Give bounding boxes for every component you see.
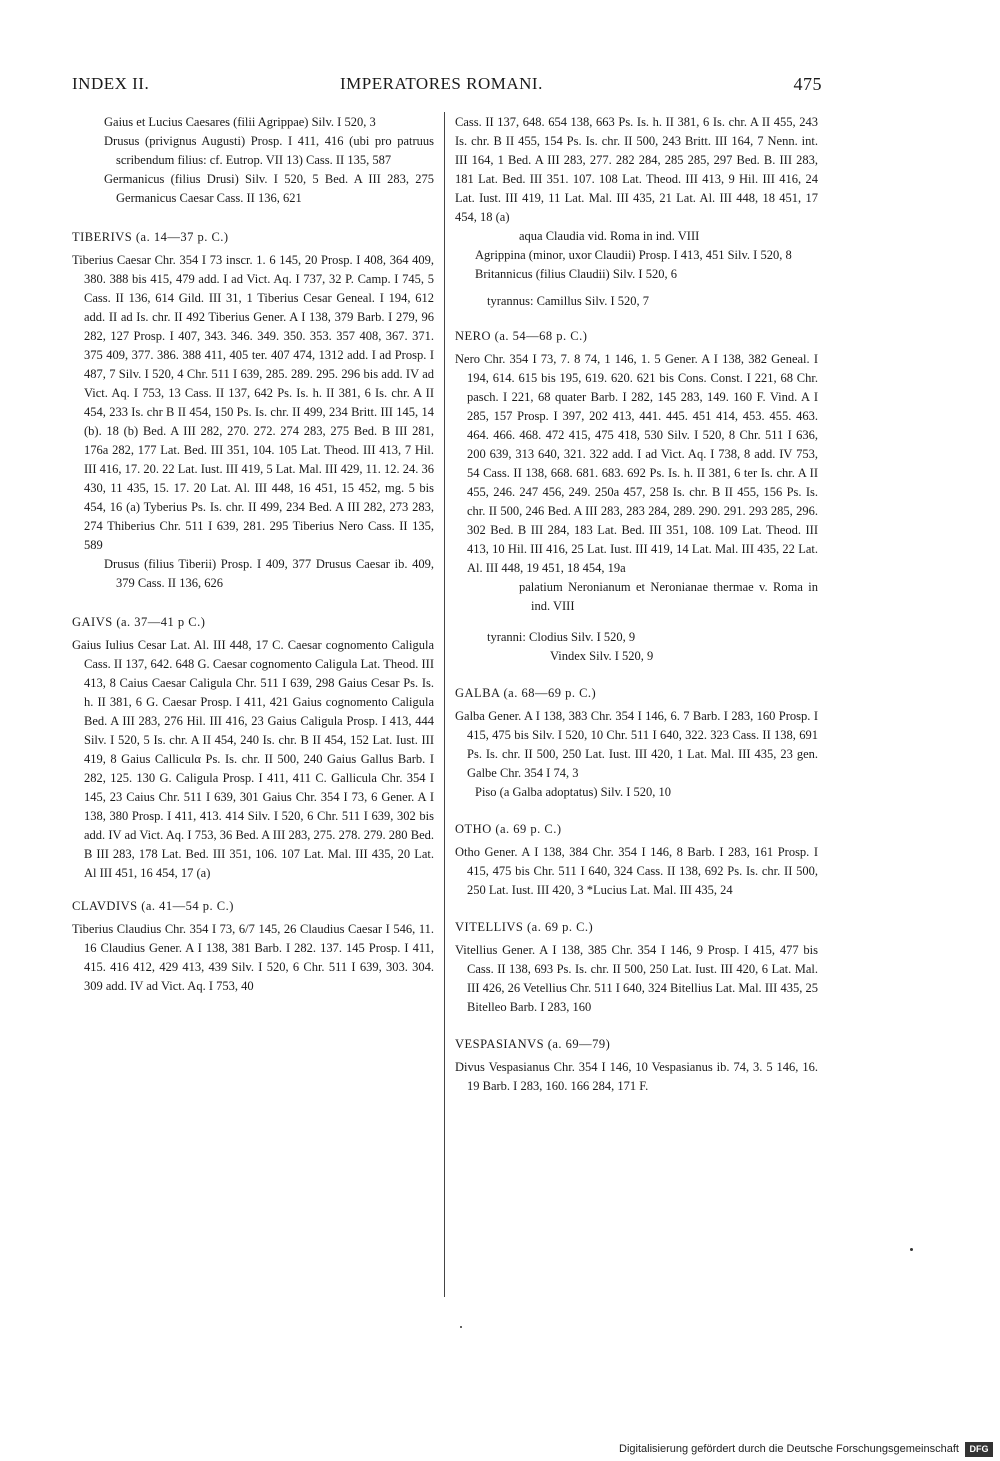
heading-claudius: CLAVDIVS (a. 41—54 p. C.) — [72, 899, 234, 913]
page-header — [72, 74, 822, 98]
right-column — [455, 113, 818, 1096]
entry-drusus-tiberii: Drusus (filius Tiberii) Prosp. I 409, 377 Drusus Caesar ib. 409, 379 Cass. II 136, 626 — [104, 557, 434, 590]
entry-gaius-lucius: Gaius et Lucius Caesares (filii Agrippae) Silv. I 520, 3 — [104, 115, 376, 129]
entry-tiberius: Tiberius Caesar Chr. 354 I 73 inscr. 1. 6 145, 20 Prosp. I 408, 364 409, 380. 388 bis 415, 479 add. I ad Vict. Aq. I 737, 32 P. Camp. I 745, 5 Cass. II 136, 614 Gild. III 31, 1 Tiberius Cesar Geneal. I 194, 612 add. II ad Is. chr. II 492 Tiberius Gener. A I 138, 379 Barb. I 279, 96 282, 127 Prosp. I 407, 343. 346. 349. 350. 353. 357 408, 367. 371. 375 409, 377. 386. 388 411, 405 ter. 407 474, 1312 add. I ad Prosp. I 487, 7 Silv. I 520, 4 Chr. 511 I 639, 285. 289. 295. 296 bis add. IV ad Vict. Aq. I 753, 13 Cass. II 137, 642 Ps. Is. h. II 381, 6 Is. chr. A II 454, 233 Is. chr B II 454, 150 Ps. Is. chr. II 499, 234 Britt. III 145, 14 (b). 18 (b) Bed. A III 282, 270. 272. 274 283, 275 Bed. B III 281, 176a 282, 177 Lat. Bed. III 351, 104. 105 Lat. Theod. III 413, 7 Hil. III 416, 17. 20. 22 Lat. Iust. III 419, 5 Lat. Mal. III 429, 11. 12. 24. 36 430, 11 435, 15. 17. 20 Lat. Al. III 448, 16 451, 15 452, mg. 5 bis 454, 16 (a) Tyberius Ps. Is. chr. II 499, 234 Bed. A III 282, 273 283, 274 Thiberius Chr. 511 I 639, 281. 295 Tiberius Nero Cass. II 135, 589 — [72, 253, 434, 552]
scan-speck — [460, 1326, 462, 1328]
column-divider — [444, 112, 445, 1297]
heading-tiberius: TIBERIVS (a. 14—37 p. C.) — [72, 230, 229, 244]
note-aqua-claudia: aqua Claudia vid. Roma in ind. VIII — [519, 229, 700, 243]
entry-vespasianus: Divus Vespasianus Chr. 354 I 146, 10 Vespasianus ib. 74, 3. 5 146, 16. 19 Barb. I 283, 160. 166 284, 171 F. — [455, 1060, 818, 1093]
heading-vitellius: VITELLIVS (a. 69 p. C.) — [455, 920, 594, 934]
index-label: INDEX II. — [72, 74, 150, 93]
tyranni-vindex: Vindex Silv. I 520, 9 — [550, 649, 654, 663]
section-title: IMPERATORES ROMANI. — [340, 74, 543, 93]
entry-drusus-privignus: Drusus (privignus Augusti) Prosp. I 411, 416 (ubi pro patruus scribendum filius: cf. Eutrop. VII 13) Cass. II 135, 587 — [104, 134, 434, 167]
digitization-footer — [619, 1442, 994, 1458]
entry-galba: Galba Gener. A I 138, 383 Chr. 354 I 146, 6. 7 Barb. I 283, 160 Prosp. I 415, 475 bis Silv. I 520, 10 Chr. 511 I 640, 322. 323 Cass. II 138, 691 Ps. Is. chr. II 500, 250 Lat. Iust. III 420, 1 Lat. Mal. III 435, 23 gen. Galbe Chr. 354 I 74, 3 — [455, 709, 818, 780]
entry-gaius: Gaius Iulius Cesar Lat. Al. III 448, 17 C. Caesar cognomento Caligula Cass. II 137, 642. 648 G. Caesar cognomento Caligula Lat. Theod. III 413, 8 Caius Caesar Caligula Chr. 511 I 639, 298 Gaius Cesar Ps. Is. h. II 381, 6 G. Caesar Prosp. I 411, 421 Gaius cognomento Caligula Bed. A III 283, 276 Hil. III 416, 23 Gaius Caligula Prosp. I 413, 444 Silv. I 520, 5 Is. chr. A II 454, 240 Is. chr. B II 454, 152 Lat. Iust. III 419, 8 Gaius Calliculα Ps. Is. chr. II 500, 240 Gaius Gallus Barb. I 282, 125. 130 G. Caligula Prosp. I 411, 411 C. Gallicula Chr. 354 I 145, 23 Caius Chr. 511 I 639, 301 Gaius Chr. 354 I 73, 6 Gener. A I 138, 380 Prosp. I 411, 413. 414 Silv. I 520, 6 Chr. 511 I 639, 302 bis add. IV ad Vict. Aq. I 753, 36 Bed. A III 283, 275. 278. 279. 280 Bed. B III 283, 178 Lat. Bed. III 351, 106. 107 Lat. Mal. III 435, 20 Lat. Al III 451, 16 454, 17 (a) — [72, 638, 434, 880]
footer-credit: Digitalisierung gefördert durch die Deutsche Forschungsgemeinschaft — [619, 1443, 959, 1455]
entry-germanicus: Germanicus (filius Drusi) Silv. I 520, 5 Bed. A III 283, 275 Germanicus Caesar Cass. II 136, 621 — [104, 172, 434, 205]
left-column — [72, 113, 434, 996]
heading-galba: GALBA (a. 68—69 p. C.) — [455, 686, 597, 700]
entry-claudius: Tiberius Claudius Chr. 354 I 73, 6/7 145, 26 Claudius Caesar I 546, 11. 16 Claudius Gener. A I 138, 381 Barb. I 282. 137. 145 Prosp. I 411, 415. 416 412, 429 413, 439 Silv. I 520, 6 Chr. 511 I 639, 303. 304. 309 add. IV ad Vict. Aq. I 753, 40 — [72, 922, 434, 993]
heading-vespasianus: VESPASIANVS (a. 69—79) — [455, 1037, 611, 1051]
dfg-logo: DFG — [965, 1442, 993, 1457]
tyrannus-camillus: tyrannus: Camillus Silv. I 520, 7 — [487, 294, 650, 308]
entry-britannicus: Britannicus (filius Claudii) Silv. I 520, 6 — [475, 267, 677, 281]
tyranni-clodius: tyranni: Clodius Silv. I 520, 9 — [487, 630, 636, 644]
heading-nero: NERO (a. 54—68 p. C.) — [455, 329, 588, 343]
entry-nero: Nero Chr. 354 I 73, 7. 8 74, 1 146, 1. 5 Gener. A I 138, 382 Geneal. I 194, 614. 615 bis 195, 619. 620. 621 bis Cons. Const. I 221, 68 Chr. pasch. I 221, 68 quater Barb. I 282, 145 283, 149. 160 F. Vind. A I 285, 157 Prosp. I 397, 202 413, 441. 445. 451 414, 453. 455. 463. 464. 466. 468. 472 415, 475 418, 530 Silv. I 520, 8 Chr. 511 I 636, 200 639, 313 640, 321. 322 add. I ad Vict. Aq. I 738, 8 add. IV 753, 54 Cass. II 138, 668. 681. 683. 692 Ps. Is. h. II 381, 6 ter Is. chr. A II 455, 246. 247 456, 249. 250a 457, 258 Is. chr. B II 455, 156 Ps. Is. chr. II 500, 246 Bed. A III 283, 283 284, 289. 290. 291. 293 285, 296. 302 Bed. B III 284, 183 Lat. Bed. III 351, 108. 109 Lat. Theod. III 413, 10 Hil. III 416, 25 Lat. Iust. III 419, 14 Lat. Mal. III 435, 22 Lat. Al. III 448, 19 451, 18 454, 19a — [455, 352, 818, 575]
entry-claudius-continued: Cass. II 137, 648. 654 138, 663 Ps. Is. h. II 381, 6 Is. chr. A II 455, 243 Is. chr. B II 455, 154 Ps. Is. chr. II 500, 243 Britt. III 164, 7 Nenn. int. III 164, 1 Bed. A III 283, 277. 282 284, 285 285, 297 Bed. B. III 283, 181 Lat. Bed. III 351. 107. 108 Lat. Theod. III 413, 9 Hil. III 416, 24 Lat. Iust. III 419, 11 Lat. Mal. III 435, 21 Lat. Al. III 448, 18 451, 17 454, 18 (a) — [455, 115, 818, 224]
scan-speck — [910, 1248, 913, 1251]
entry-piso: Piso (a Galba adoptatus) Silv. I 520, 10 — [475, 785, 672, 799]
entry-otho: Otho Gener. A I 138, 384 Chr. 354 I 146, 8 Barb. I 283, 161 Prosp. I 415, 475 bis Chr. 511 I 640, 324 Cass. II 138, 692 Ps. Is. chr. II 500, 250 Lat. Iust. III 420, 3 *Lucius Lat. Mal. III 435, 24 — [455, 845, 818, 897]
entry-agrippina: Agrippina (minor, uxor Claudii) Prosp. I 413, 451 Silv. I 520, 8 — [475, 248, 792, 262]
heading-gaius: GAIVS (a. 37—41 p C.) — [72, 615, 206, 629]
note-palatium-neronianum: palatium Neronianum et Neronianae thermae v. Roma in ind. VIII — [519, 580, 818, 613]
page-number: 475 — [793, 74, 822, 94]
heading-otho: OTHO (a. 69 p. C.) — [455, 822, 562, 836]
entry-vitellius: Vitellius Gener. A I 138, 385 Chr. 354 I 146, 9 Prosp. I 415, 477 bis Cass. II 138, 693 Ps. Is. chr. II 500, 250 Lat. Iust. III 420, 6 Lat. Mal. III 426, 26 Vetellius Chr. 511 I 640, 324 Bitellius Lat. Mal. III 435, 25 Bitelleo Barb. I 283, 160 — [455, 943, 818, 1014]
